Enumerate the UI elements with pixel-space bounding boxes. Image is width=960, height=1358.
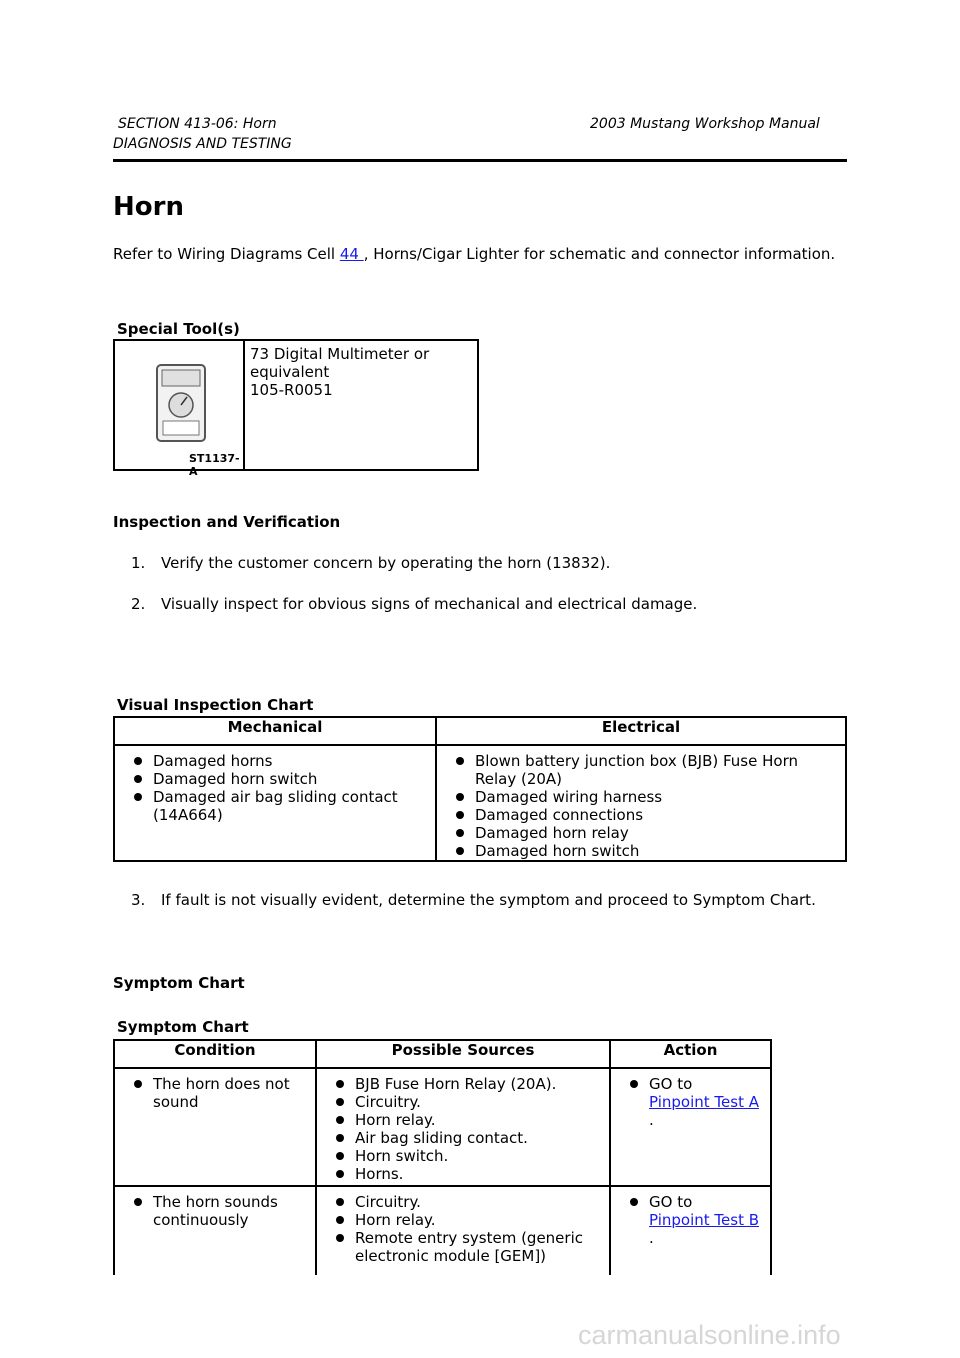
mechanical-list (121, 752, 429, 824)
special-tools-caption: Special Tool(s) (117, 320, 240, 338)
tool-description-cell (244, 340, 478, 470)
list-item: Blown battery junction box (BJB) Fuse Horn Relay (20A) (443, 752, 839, 788)
condition-cell (114, 1068, 316, 1186)
action-suffix: . (649, 1229, 654, 1247)
pinpoint-test-a-link[interactable]: Pinpoint Test A (649, 1093, 759, 1111)
step-text: If fault is not visually evident, determine the symptom and proceed to Symptom Chart. (161, 891, 816, 909)
watermark: carmanualsonline.info (578, 1320, 841, 1350)
step-number: 1. (131, 554, 146, 572)
list-item: Horn switch. (323, 1147, 603, 1165)
step-text: Visually inspect for obvious signs of mechanical and electrical damage. (161, 595, 698, 613)
action-prefix: GO to (649, 1075, 693, 1093)
list-item: Damaged horn switch (443, 842, 839, 860)
table-row (114, 1068, 771, 1186)
list-item: Damaged horn relay (443, 824, 839, 842)
list-item: Damaged connections (443, 806, 839, 824)
action-prefix: GO to (649, 1193, 693, 1211)
tool-description-line: 73 Digital Multimeter or (250, 345, 430, 363)
special-tools-table (113, 339, 479, 478)
sources-cell (316, 1186, 610, 1275)
visual-chart-caption: Visual Inspection Chart (117, 696, 314, 714)
condition-cell (114, 1186, 316, 1275)
action-cell (610, 1186, 771, 1275)
column-header-electrical: Electrical (436, 717, 846, 745)
electrical-list (443, 752, 839, 860)
tool-description-line: equivalent (250, 363, 330, 381)
list-item: Horn relay. (323, 1111, 603, 1129)
list-item: The horn sounds continuously (121, 1193, 309, 1229)
list-item: Damaged horns (121, 752, 429, 770)
column-header-action: Action (610, 1040, 771, 1068)
intro-paragraph (113, 245, 835, 263)
action-suffix: . (649, 1111, 654, 1129)
action-item (617, 1193, 764, 1247)
list-item: Horn relay. (323, 1211, 603, 1229)
list-item: Damaged wiring harness (443, 788, 839, 806)
list-item: Circuitry. (323, 1093, 603, 1111)
column-header-mechanical: Mechanical (114, 717, 436, 745)
inspection-heading: Inspection and Verification (113, 513, 341, 531)
tool-image-label: ST1137-A (189, 452, 240, 478)
list-item: The horn does not sound (121, 1075, 309, 1111)
multimeter-icon (125, 355, 235, 465)
visual-inspection-table (113, 716, 847, 862)
symptom-chart-heading: Symptom Chart (113, 974, 245, 992)
tool-description-line: 105-R0051 (250, 381, 333, 399)
manual-title: 2003 Mustang Workshop Manual (590, 116, 820, 132)
intro-text-after: , Horns/Cigar Lighter for schematic and connector information. (363, 245, 836, 263)
list-item: Air bag sliding contact. (323, 1129, 603, 1147)
list-item: Horns. (323, 1165, 603, 1183)
inspection-step (131, 554, 610, 572)
step-number: 3. (131, 891, 146, 909)
subsection-header: DIAGNOSIS AND TESTING (113, 136, 292, 152)
electrical-cell (436, 745, 846, 861)
mechanical-cell (114, 745, 436, 861)
table-row (114, 1186, 771, 1275)
section-header: SECTION 413-06: Horn (118, 116, 277, 132)
sources-cell (316, 1068, 610, 1186)
intro-text-before: Refer to Wiring Diagrams Cell (113, 245, 340, 263)
page-title: Horn (113, 192, 184, 222)
inspection-step (131, 595, 697, 613)
wiring-cell-link[interactable]: 44 (339, 245, 364, 263)
header-divider (113, 159, 847, 162)
tool-image-cell (114, 340, 244, 478)
step-text: Verify the customer concern by operating the horn (13832). (161, 554, 611, 572)
symptom-chart-caption: Symptom Chart (117, 1018, 249, 1036)
list-item: Damaged air bag sliding contact (14A664) (121, 788, 429, 824)
inspection-step (131, 891, 816, 909)
step-number: 2. (131, 595, 146, 613)
action-cell (610, 1068, 771, 1186)
column-header-condition: Condition (114, 1040, 316, 1068)
action-item (617, 1075, 764, 1129)
list-item: Circuitry. (323, 1193, 603, 1211)
column-header-sources: Possible Sources (316, 1040, 610, 1068)
pinpoint-test-b-link[interactable]: Pinpoint Test B (649, 1211, 760, 1229)
list-item: BJB Fuse Horn Relay (20A). (323, 1075, 603, 1093)
list-item: Damaged horn switch (121, 770, 429, 788)
symptom-table (113, 1039, 772, 1275)
list-item: Remote entry system (generic electronic module [GEM]) (323, 1229, 603, 1265)
